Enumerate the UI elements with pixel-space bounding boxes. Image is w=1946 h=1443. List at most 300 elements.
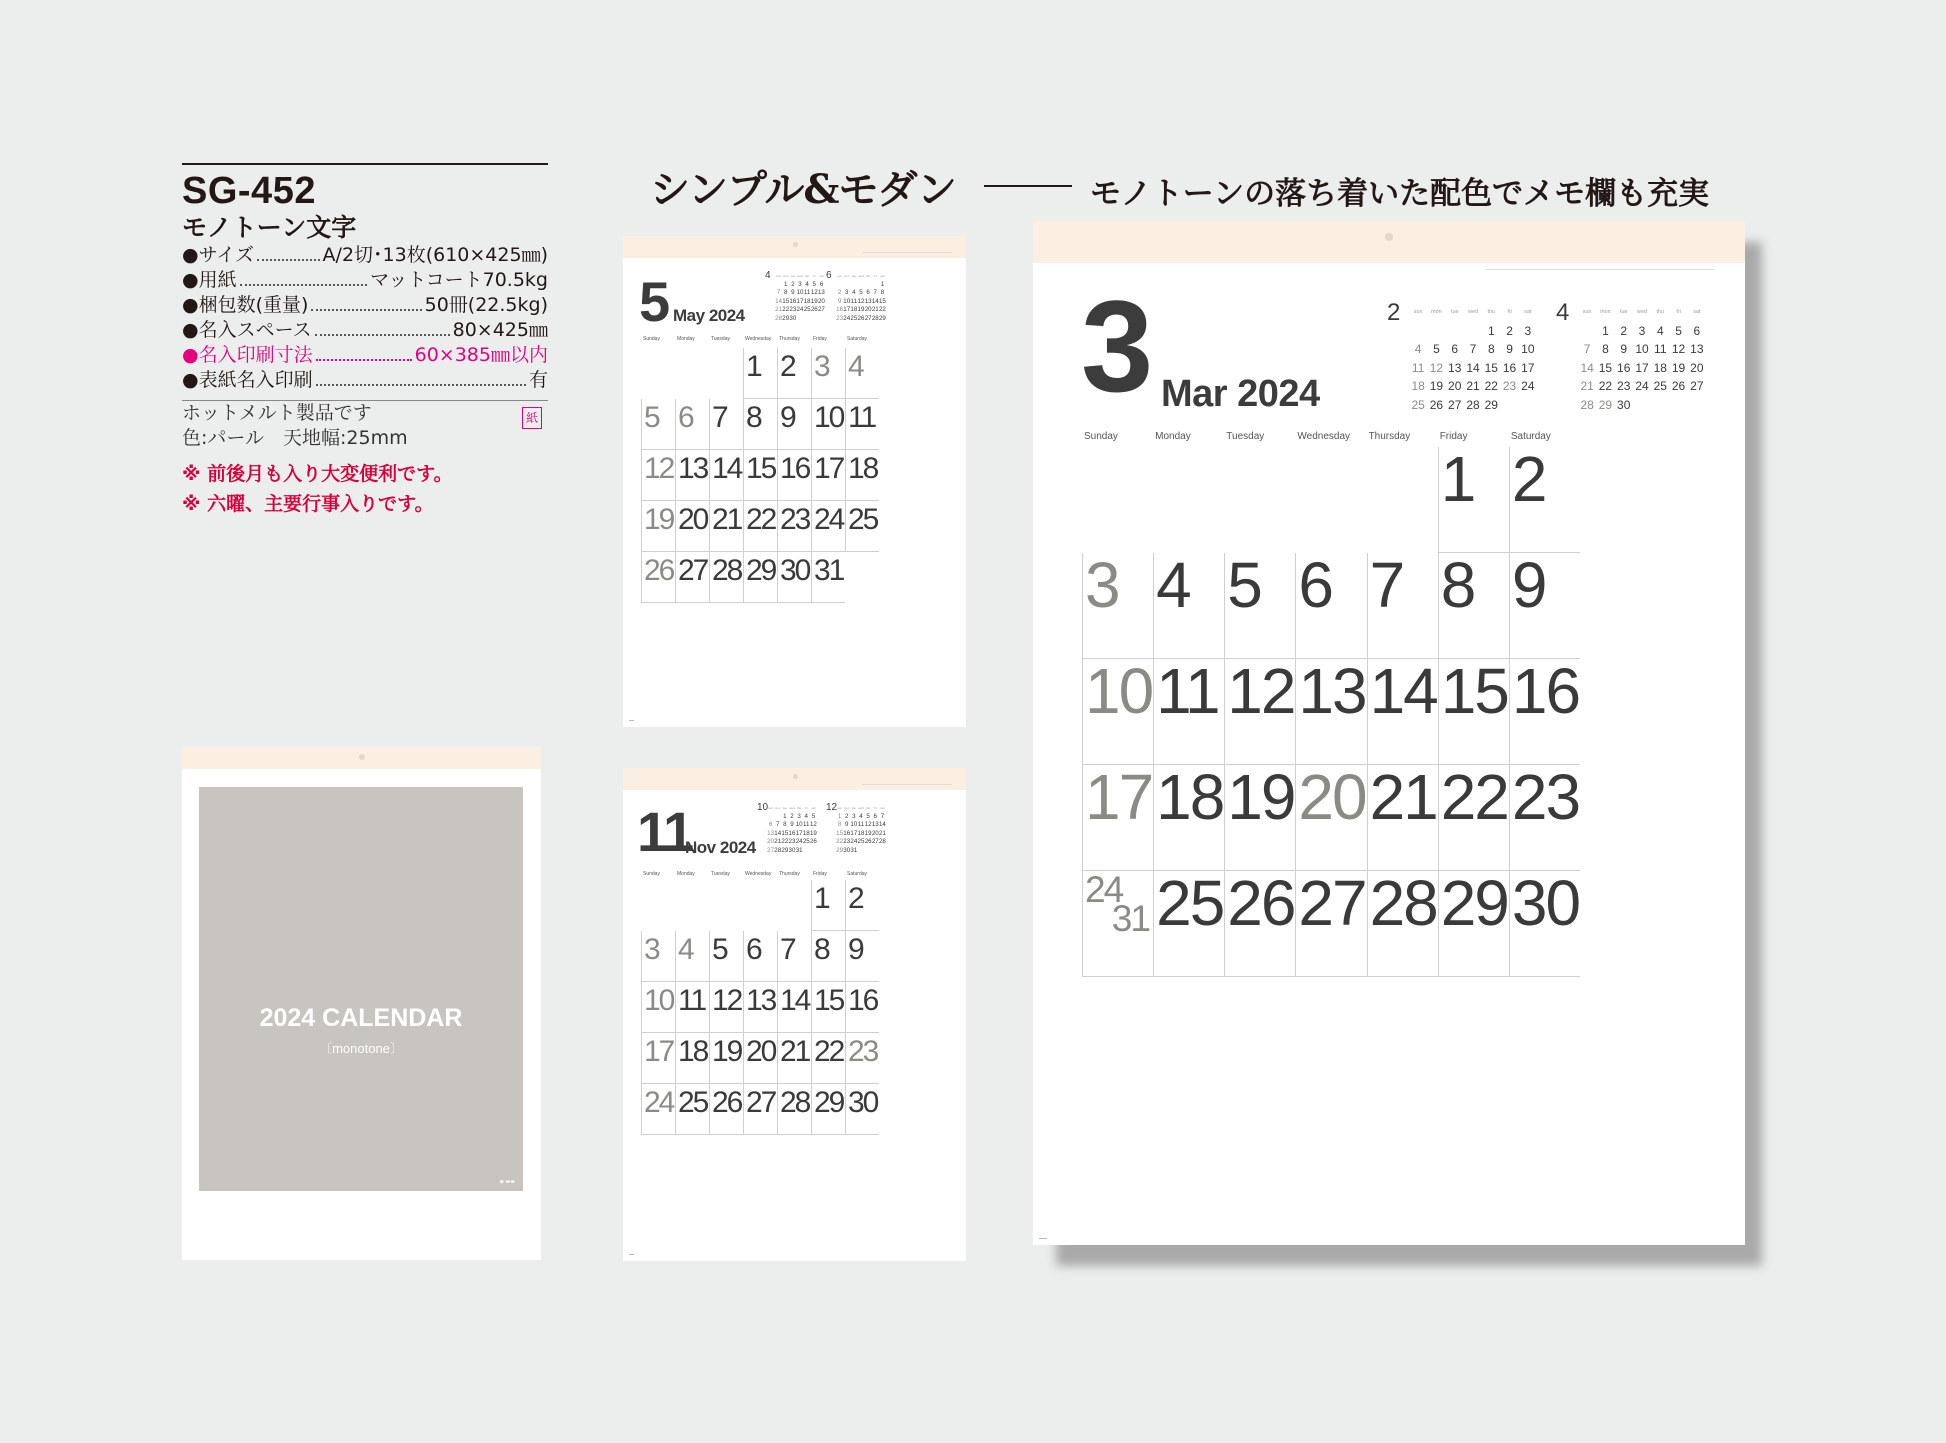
mini-weekday: tue <box>1619 309 1628 315</box>
mini-weekday: wed <box>789 806 795 810</box>
mini-day: 17 <box>1635 360 1649 375</box>
day-number: 14 <box>1369 655 1437 727</box>
day-number: 24 <box>644 1086 674 1119</box>
mini-day: 1 <box>783 280 788 288</box>
day-cell <box>743 399 777 450</box>
mini-day: 3 <box>844 289 849 296</box>
mini-day: 9 <box>1506 342 1513 356</box>
mini-day <box>1427 322 1445 341</box>
mini-day: 29 <box>781 846 789 854</box>
mini-day: 6 <box>1451 342 1459 356</box>
day-number: 19 <box>712 1035 742 1068</box>
day-cell <box>811 880 845 931</box>
mini-day: 27 <box>767 846 775 854</box>
mini-day: 9 <box>837 297 842 305</box>
mini-day: 29 <box>1598 397 1613 412</box>
day-number: 1 <box>814 882 829 915</box>
mini-weekday: fri <box>805 806 808 810</box>
day-number: 20 <box>746 1035 776 1068</box>
mini-day: 15 <box>836 829 844 837</box>
weekday-label: Saturday <box>1510 431 1551 442</box>
weekday-label: Sunday <box>1084 431 1118 442</box>
day-number: 10 <box>644 984 674 1017</box>
mini-day: 30 <box>843 846 851 854</box>
mini-day: 18 <box>1411 379 1425 393</box>
mini-day: 15 <box>781 829 789 837</box>
mini-day <box>803 847 810 856</box>
mini-day: 21 <box>878 829 886 837</box>
mini-weekday: sat <box>880 274 885 278</box>
spec-label: ●名入印刷寸法 <box>182 344 313 366</box>
hanging-hole-icon <box>1385 233 1393 241</box>
day-number: 31 <box>1111 896 1150 939</box>
mini-day: 5 <box>866 812 870 820</box>
weekday-label: Wednesday <box>745 336 772 342</box>
month-name: Mar <box>1161 373 1228 415</box>
day-cell <box>641 931 675 982</box>
day-cell <box>709 348 743 399</box>
day-number: 13 <box>746 984 776 1017</box>
mini-day: 9 <box>844 821 849 828</box>
mini-day: 5 <box>1675 323 1682 338</box>
mini-day: 19 <box>810 297 818 305</box>
day-number: 16 <box>780 452 810 485</box>
mini-day: 17 <box>795 829 803 837</box>
feature-note-1: ※ 前後月も入り大変便利です。 <box>182 463 453 485</box>
feature-note-2: ※ 六曜、主要行事入りです。 <box>182 493 434 515</box>
mini-day: 25 <box>850 314 858 322</box>
mini-day: 1 <box>1487 323 1495 338</box>
mini-day: 29 <box>1484 397 1498 412</box>
day-number: 21 <box>1369 761 1437 833</box>
mini-day: 24 <box>850 838 858 845</box>
day-cell <box>811 552 845 603</box>
mini-day: 10 <box>796 289 804 296</box>
day-number: 24 <box>1085 868 1123 910</box>
mini-day: 5 <box>859 289 863 296</box>
day-cell <box>845 982 879 1033</box>
mini-day: 2 <box>837 289 842 296</box>
day-cell <box>845 880 879 931</box>
cover-panel <box>199 787 523 1191</box>
day-number: 6 <box>678 401 693 434</box>
mini-weekday: sat <box>811 806 816 810</box>
mini-day: 12 <box>864 821 872 828</box>
mini-day <box>774 813 781 822</box>
mini-day <box>1651 396 1669 415</box>
weekday-header <box>641 871 879 877</box>
cover-sheet <box>182 747 541 1260</box>
mini-day: 20 <box>864 306 872 313</box>
spec-row <box>182 318 548 343</box>
day-cell <box>709 982 743 1033</box>
mini-day <box>1464 322 1482 341</box>
day-number: 30 <box>1511 867 1580 939</box>
mini-day: 28 <box>871 314 879 322</box>
day-cell <box>743 552 777 603</box>
year-label: 2024 <box>1237 373 1320 415</box>
mini-day: 12 <box>809 821 817 828</box>
mini-calendar <box>1556 299 1706 421</box>
mini-weekday: sun <box>1582 309 1592 315</box>
day-number: 28 <box>712 554 742 587</box>
day-number: 9 <box>848 933 863 966</box>
mini-day: 6 <box>866 289 870 296</box>
paper-badge: 紙 <box>522 407 542 429</box>
day-number: 17 <box>1085 761 1153 833</box>
mini-day: 28 <box>775 314 783 322</box>
mini-day: 12 <box>1671 342 1686 356</box>
month-grid <box>1082 443 1580 977</box>
day-number: 29 <box>1440 867 1508 939</box>
page-mark <box>1039 1238 1047 1239</box>
day-number: 21 <box>712 503 742 536</box>
day-cell <box>743 501 777 552</box>
mini-day: 22 <box>1484 379 1498 393</box>
day-cell <box>811 399 845 450</box>
day-cell <box>811 931 845 982</box>
hanging-hole-icon <box>359 754 365 760</box>
day-number: 11 <box>848 401 876 434</box>
mini-day: 16 <box>843 829 851 837</box>
mini-day <box>1446 322 1464 341</box>
mini-day: 21 <box>871 306 879 313</box>
mini-weekday: fri <box>813 274 816 278</box>
day-number: 2 <box>780 350 795 383</box>
weekday-label: Wednesday <box>1297 431 1351 442</box>
mini-day <box>796 315 803 324</box>
day-number: 13 <box>1298 655 1366 727</box>
day-number: 20 <box>678 503 708 536</box>
mini-day: 12 <box>1429 360 1444 375</box>
weekday-label: Friday <box>1439 431 1468 442</box>
mini-day: 4 <box>1656 323 1664 338</box>
mini-day: 20 <box>1690 360 1704 375</box>
mini-day: 22 <box>878 306 886 313</box>
day-cell <box>641 348 675 399</box>
mini-day: 20 <box>817 297 825 305</box>
day-cell <box>845 348 879 399</box>
mini-day: 3 <box>852 812 856 820</box>
mini-weekday: sun <box>837 806 842 810</box>
leader-dots <box>316 359 412 361</box>
mini-day <box>1500 396 1518 415</box>
day-number: 10 <box>814 401 844 434</box>
mini-day: 18 <box>803 297 811 305</box>
mini-day: 9 <box>790 821 794 828</box>
day-number: 22 <box>814 1035 844 1068</box>
day-cell <box>1224 867 1295 977</box>
day-cell <box>1153 655 1224 765</box>
mini-day: 3 <box>1524 323 1532 338</box>
mini-day: 26 <box>864 838 872 845</box>
mini-day: 3 <box>798 280 802 288</box>
mini-day: 4 <box>852 289 856 296</box>
weekday-header <box>641 336 879 342</box>
month-grid <box>641 880 879 1135</box>
mini-day <box>1519 396 1537 415</box>
product-name: モノトーン文字 <box>182 213 357 242</box>
day-number: 19 <box>644 503 674 536</box>
day-number: 22 <box>746 503 776 536</box>
day-cell <box>743 450 777 501</box>
leader-dots <box>257 259 319 261</box>
day-number: 15 <box>814 984 844 1017</box>
mini-weekday: tue <box>782 806 787 810</box>
mini-day: 4 <box>805 280 809 288</box>
mini-weekday: sat <box>819 274 824 278</box>
mini-day: 5 <box>811 812 816 820</box>
mini-weekday: thu <box>805 274 810 278</box>
mini-day: 5 <box>1433 342 1440 356</box>
month-year-label <box>1161 373 1320 416</box>
weekday-label: Tuesday <box>711 336 730 342</box>
mini-day: 22 <box>781 838 789 845</box>
mini-day <box>775 281 782 290</box>
mini-day: 2 <box>791 280 795 288</box>
day-cell <box>845 501 879 552</box>
day-cell <box>709 931 743 982</box>
mini-day: 1 <box>880 280 885 288</box>
day-number: 3 <box>644 933 659 966</box>
day-number: 20 <box>1298 761 1366 833</box>
hanging-hole-icon <box>793 774 798 779</box>
mini-day: 8 <box>1602 342 1609 356</box>
day-cell <box>845 399 879 450</box>
day-number: 18 <box>678 1035 708 1068</box>
day-number: 16 <box>1511 655 1580 727</box>
day-cell <box>1509 867 1580 977</box>
mini-day: 26 <box>810 306 818 313</box>
mini-day: 6 <box>768 821 773 828</box>
mini-day: 11 <box>803 289 811 296</box>
day-number: 4 <box>1156 549 1190 621</box>
mini-calendar <box>1387 299 1537 421</box>
mini-day: 13 <box>1448 360 1462 375</box>
mini-day: 14 <box>774 829 782 837</box>
day-cell <box>709 880 743 931</box>
weekday-label: Wednesday <box>745 871 772 877</box>
day-number: 14 <box>780 984 810 1017</box>
mini-day: 24 <box>1521 379 1535 393</box>
spec-list <box>182 243 548 393</box>
mini-day: 27 <box>871 838 879 845</box>
mini-day: 10 <box>1635 342 1649 356</box>
day-number: 4 <box>848 350 863 383</box>
hanging-hole-icon <box>793 242 798 247</box>
day-cell <box>811 450 845 501</box>
day-cell <box>1438 761 1509 871</box>
day-cell <box>811 1084 845 1135</box>
mini-weekday: sat <box>1693 309 1701 315</box>
mini-day: 22 <box>782 306 790 313</box>
day-number: 30 <box>780 554 810 587</box>
spec-label: ●梱包数(重量) <box>182 294 309 316</box>
day-cell <box>675 552 709 603</box>
day-cell <box>709 1033 743 1084</box>
mini-day: 8 <box>837 821 842 828</box>
weekday-label: Saturday <box>847 336 868 342</box>
mini-day: 10 <box>850 821 858 828</box>
spec-row <box>182 368 548 393</box>
mini-day: 19 <box>809 829 817 837</box>
mini-day: 24 <box>795 838 803 845</box>
mini-day: 25 <box>857 838 865 845</box>
mini-day: 14 <box>775 297 783 305</box>
mini-day: 11 <box>857 821 865 828</box>
mini-weekday: fri <box>874 274 877 278</box>
leader-dots <box>311 309 421 311</box>
day-cell <box>1153 761 1224 871</box>
mini-day: 13 <box>1690 342 1704 356</box>
mini-day <box>818 315 825 324</box>
mini-day: 31 <box>850 846 858 854</box>
mini-day: 14 <box>878 821 886 828</box>
day-number: 26 <box>644 554 674 587</box>
mini-weekday: wed <box>1468 309 1478 315</box>
mini-grid <box>836 272 886 323</box>
spec-row <box>182 268 548 293</box>
mini-day: 8 <box>783 289 788 296</box>
day-number: 5 <box>644 401 659 434</box>
day-number: 26 <box>1227 867 1295 939</box>
big-month-number: 5 <box>639 270 669 333</box>
mini-grid <box>775 272 825 323</box>
headline <box>650 158 1730 218</box>
day-cell <box>1153 867 1224 977</box>
spec-value: 80×425㎜ <box>452 319 548 341</box>
headline-title: シンプル&モダン <box>650 166 956 213</box>
day-cell <box>777 880 811 931</box>
day-cell <box>777 399 811 450</box>
sheet-header-band <box>1033 221 1745 263</box>
day-number: 1 <box>746 350 761 383</box>
mini-day: 16 <box>1617 360 1631 375</box>
day-number: 5 <box>712 933 727 966</box>
calendar-sheet-may <box>623 236 966 727</box>
day-cell <box>641 1084 675 1135</box>
mini-day: 20 <box>871 829 879 837</box>
mini-day: 20 <box>1448 379 1462 393</box>
calendar-sheet-mar <box>1033 221 1745 1245</box>
mini-weekday: mon <box>843 806 850 810</box>
mini-day: 4 <box>804 812 808 820</box>
product-code: SG-452 <box>182 170 316 212</box>
mini-day: 16 <box>836 306 844 313</box>
mini-day: 25 <box>1411 397 1425 412</box>
mini-day: 18 <box>802 829 810 837</box>
mini-weekday: mon <box>774 806 781 810</box>
leader-dots <box>315 334 450 336</box>
mini-day: 30 <box>788 846 796 854</box>
day-cell <box>1367 447 1438 553</box>
mini-day: 24 <box>843 314 851 322</box>
day-cell <box>845 552 879 603</box>
spec-value: 有 <box>528 369 548 391</box>
fine-print <box>862 784 952 790</box>
mini-day: 16 <box>789 297 797 305</box>
day-number: 6 <box>746 933 761 966</box>
mini-grid <box>767 804 817 855</box>
mini-month-number: 4 <box>1556 299 1570 326</box>
mini-day: 15 <box>782 297 790 305</box>
mini-day <box>865 281 872 290</box>
day-number: 8 <box>746 401 761 434</box>
mini-weekday: sun <box>837 274 842 278</box>
weekday-label: Monday <box>1155 431 1191 442</box>
day-cell <box>641 501 675 552</box>
day-number: 8 <box>1440 549 1475 621</box>
calendar-sheet-nov <box>623 768 966 1261</box>
spec-top-rule <box>182 163 548 165</box>
mini-day <box>857 281 864 290</box>
mini-day: 10 <box>795 821 803 828</box>
mini-day <box>865 847 872 856</box>
mini-day <box>850 281 857 290</box>
mini-day: 26 <box>1671 379 1686 393</box>
day-number: 27 <box>746 1086 776 1119</box>
brand-logo-icon: ◉ ▬▬ <box>499 1179 515 1185</box>
mini-weekday: mon <box>1600 309 1611 315</box>
day-number: 10 <box>1085 655 1153 727</box>
day-cell <box>777 501 811 552</box>
day-cell <box>641 552 675 603</box>
mini-day: 2 <box>1620 323 1628 338</box>
mini-day: 12 <box>857 297 865 305</box>
day-cell <box>675 501 709 552</box>
mini-day: 22 <box>836 838 844 845</box>
spec-row <box>182 293 548 318</box>
day-cell <box>675 1033 709 1084</box>
mini-day: 19 <box>1429 379 1444 393</box>
mini-day: 30 <box>1617 397 1631 412</box>
mini-weekday: sun <box>768 806 773 810</box>
mini-day: 6 <box>1693 323 1701 338</box>
mini-weekday: fri <box>874 806 877 810</box>
mini-day: 27 <box>1690 379 1704 393</box>
cover-subtitle: 〔monotone〕 <box>319 1041 403 1056</box>
day-number: 23 <box>848 1035 878 1068</box>
day-cell <box>1082 549 1153 659</box>
day-number: 23 <box>1511 761 1580 833</box>
day-cell <box>1367 867 1438 977</box>
mini-day: 7 <box>880 812 885 820</box>
day-cell <box>1295 549 1366 659</box>
day-cell <box>845 1084 879 1135</box>
mini-day: 23 <box>1502 379 1517 393</box>
mini-day: 5 <box>812 280 816 288</box>
day-cell <box>1438 655 1509 765</box>
day-cell <box>777 348 811 399</box>
mini-day: 15 <box>1598 360 1613 375</box>
day-cell <box>1295 655 1366 765</box>
day-number: 18 <box>848 452 878 485</box>
mini-day: 13 <box>871 821 879 828</box>
headline-subtitle: モノトーンの落ち着いた配色でメモ欄も充実 <box>1090 176 1710 212</box>
day-number: 11 <box>1156 655 1219 727</box>
day-cell <box>675 399 709 450</box>
product-spec <box>182 163 548 519</box>
weekday-label: Tuesday <box>711 871 730 877</box>
day-number: 30 <box>848 1086 878 1119</box>
day-number: 25 <box>678 1086 708 1119</box>
day-number: 15 <box>1440 655 1508 727</box>
mini-weekday: sun <box>776 274 781 278</box>
mini-day: 26 <box>809 838 817 845</box>
day-number: 7 <box>712 401 727 434</box>
mini-day: 9 <box>791 289 795 296</box>
day-cell <box>1295 447 1366 553</box>
